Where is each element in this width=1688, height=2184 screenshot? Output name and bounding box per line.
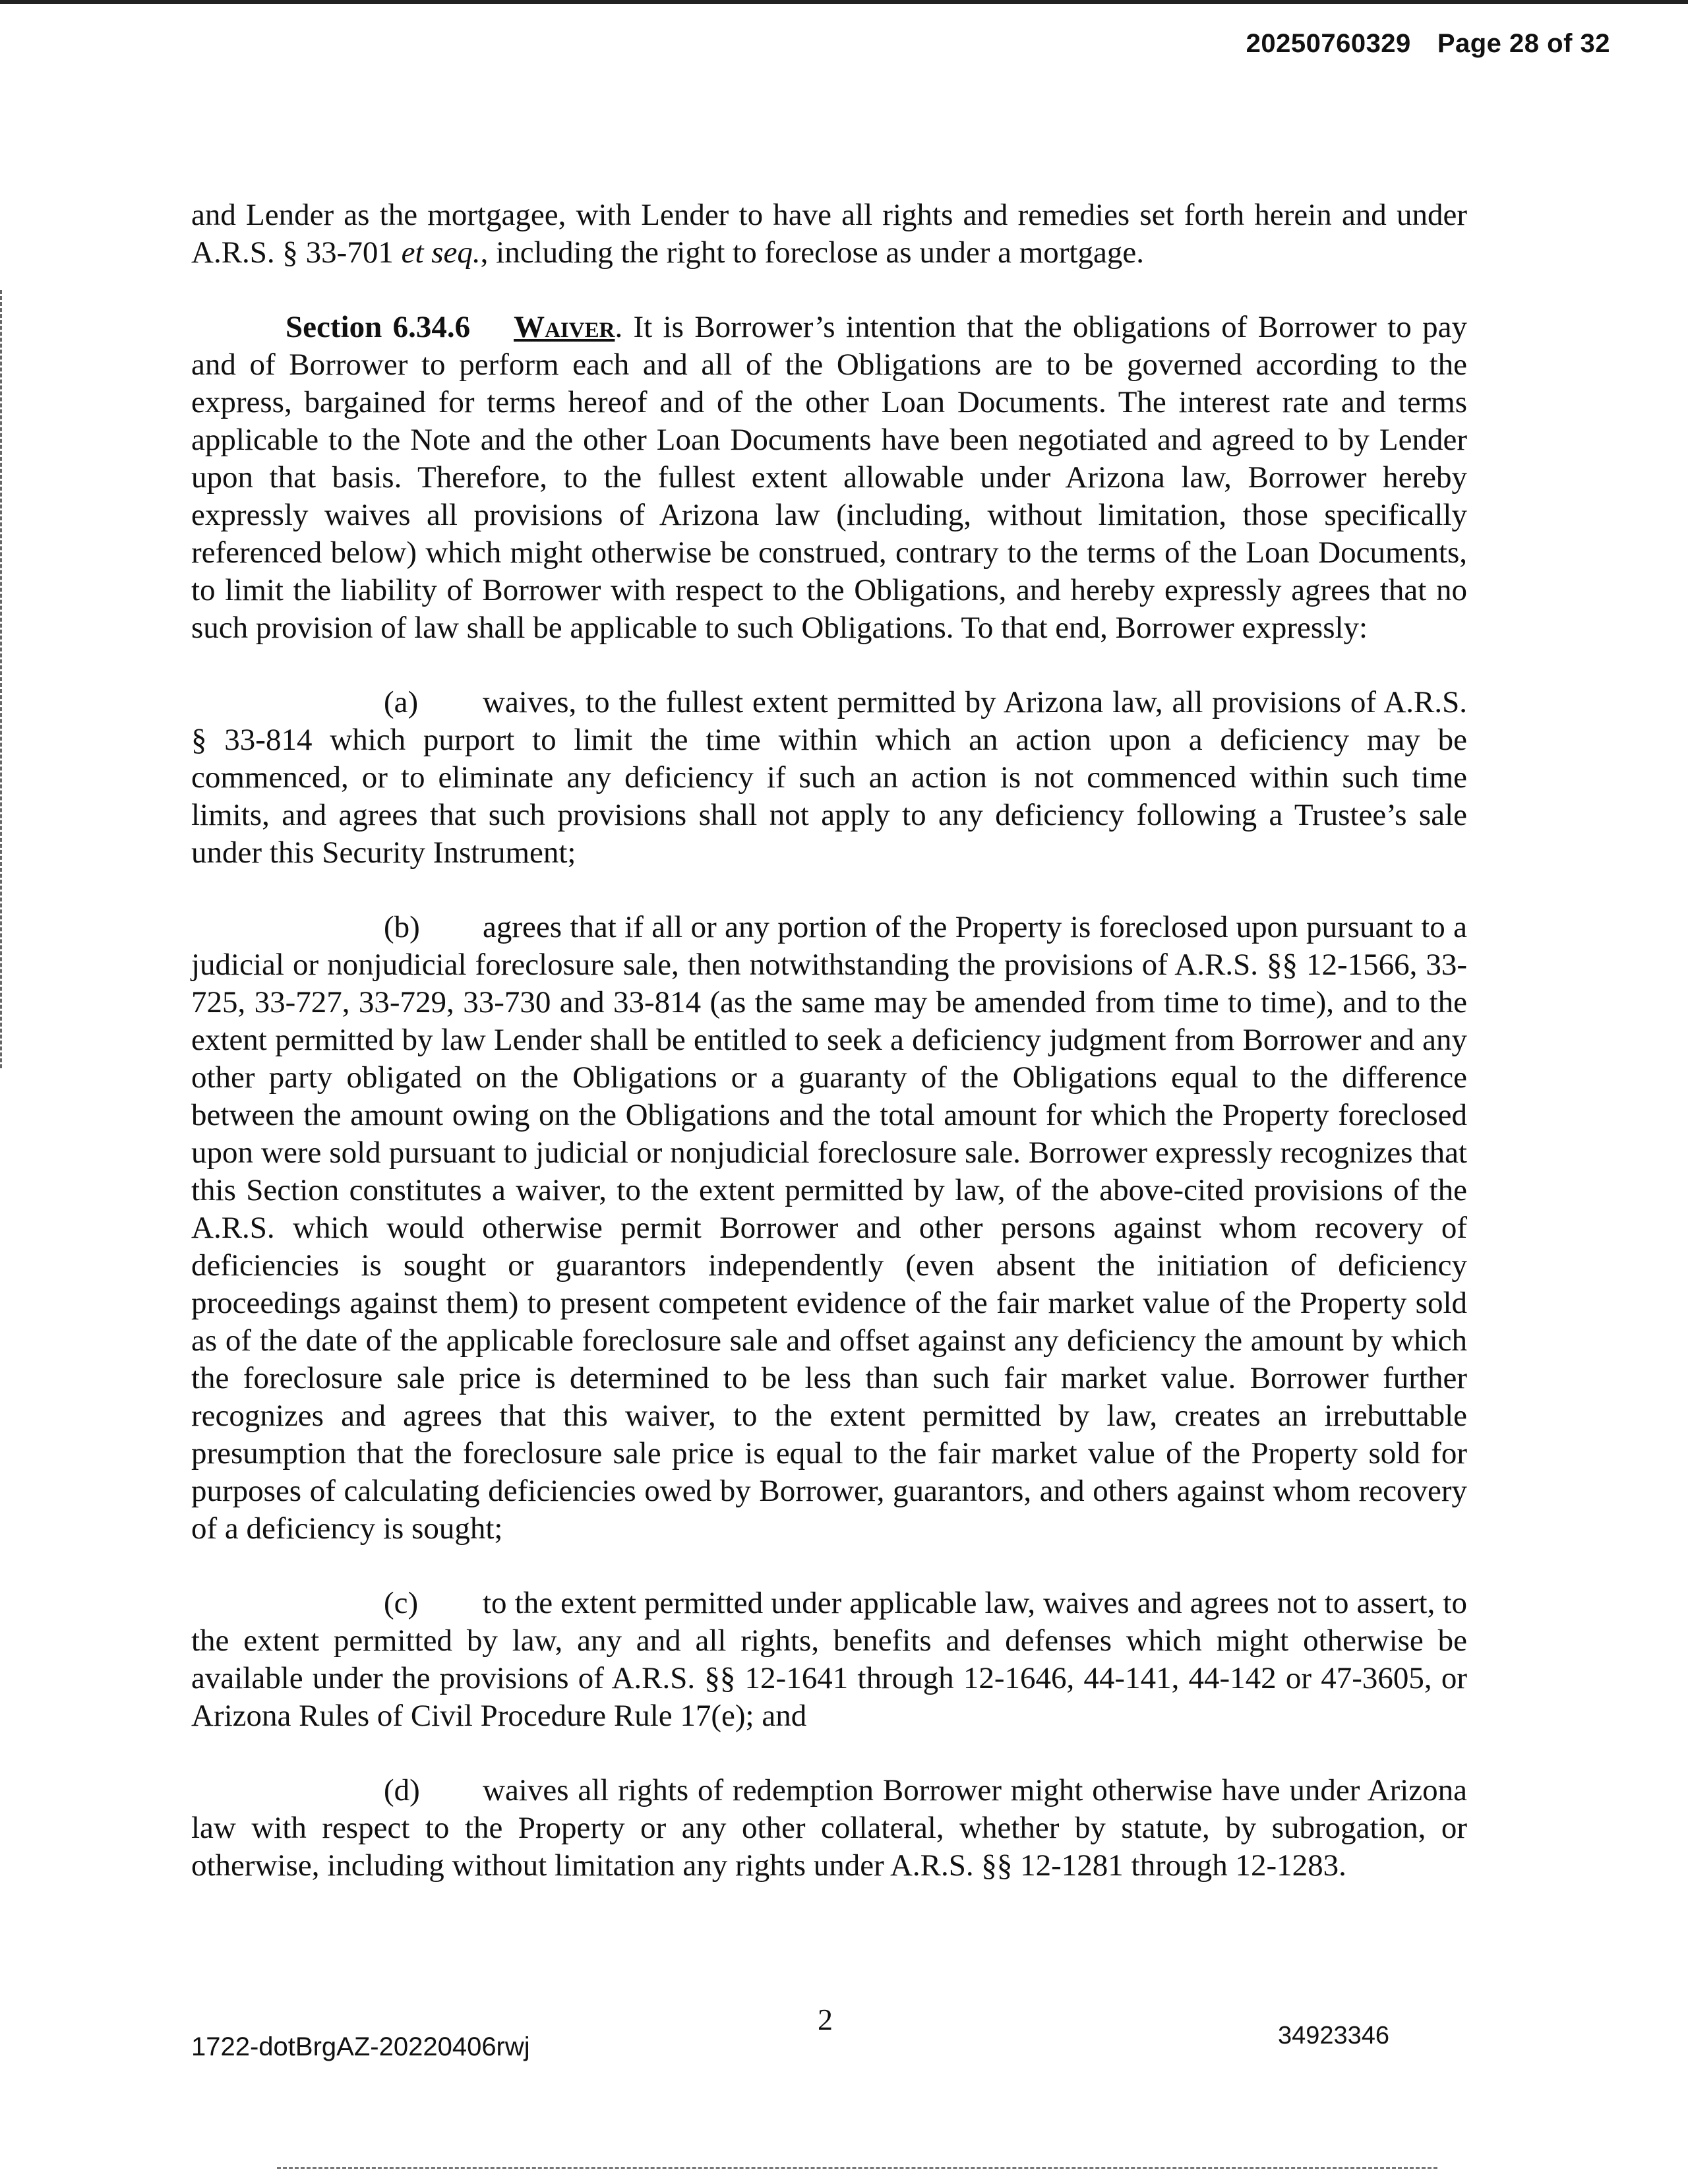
list-item-label: (d) xyxy=(384,1773,420,1807)
list-item-label: (a) xyxy=(384,685,419,719)
top-border-rule xyxy=(0,0,1688,4)
list-item-text: to the extent permitted under applicable law, waives and agrees not to assert, to the extent permitted by law, any and all rights, benefits and defenses which might otherwise be available under the provisions of A.R.S. §§ 12-1641 through 12-1646, 44-141, 44-142 or 47-3605, or Arizona Rules of Civil Procedure Rule 17(e); and xyxy=(191,1586,1467,1733)
form-identifier: 1722-dotBrgAZ-20220406rwj xyxy=(191,2032,530,2061)
list-item-label: (b) xyxy=(384,910,420,944)
page-indicator: Page 28 of 32 xyxy=(1437,29,1610,58)
page-number: 2 xyxy=(818,2003,833,2036)
recording-number: 20250760329 xyxy=(1246,29,1411,58)
continuation-paragraph: and Lender as the mortgagee, with Lender to have all rights and remedies set forth herein and under A.R.S. § 33-701 et seq., including the right to foreclose as under a mortgage. xyxy=(191,198,1467,270)
section-text: . It is Borrower’s intention that the obligations of Borrower to pay and of Borrower to perform each and all of the Obligations are to be governed according to the express, bargained for terms hereof and of the other Loan Documents. The interest rate and terms applicable to the Note and the other Loan Documents have been negotiated and agreed to by Lender upon that basis. Therefore, to the fullest extent allowable under Arizona law, Borrower hereby expressly waives all provisions of Arizona law (including, without limitation, those specifically referenced below) which might otherwise be construed, contrary to the terms of the Loan Documents, to limit the liability of Borrower with respect to the Obligations, and hereby expressly agrees that no such provision of law shall be applicable to such Obligations. To that end, Borrower expressly: xyxy=(191,310,1467,645)
document-body xyxy=(191,197,1467,1885)
section-title: Waiver xyxy=(514,310,615,344)
list-item-c xyxy=(191,1585,1467,1735)
list-item-d xyxy=(191,1772,1467,1885)
bottom-scan-rule xyxy=(277,2167,1437,2169)
section-number: Section 6.34.6 xyxy=(286,310,471,344)
list-item-b xyxy=(191,909,1467,1548)
list-item-text: waives, to the fullest extent permitted by Arizona law, all provisions of A.R.S. § 33-814 which purport to limit the time within which an action upon a deficiency may be commenced, or to eliminate any deficiency if such an action is not commenced within such time limits, and agrees that such provisions shall not apply to any deficiency following a Trustee’s sale under this Security Instrument; xyxy=(191,685,1467,870)
list-item-a xyxy=(191,684,1467,872)
scan-margin-marks xyxy=(0,290,6,1068)
list-item-label: (c) xyxy=(384,1586,419,1620)
list-item-text: agrees that if all or any portion of the Property is foreclosed upon pursuant to a judicial or nonjudicial foreclosure sale, then notwithstanding the provisions of A.R.S. §§ 12-1566, 33-725, 33-727, 33-729, 33-730 and 33-814 (as the same may be amended from time to time), and to the extent permitted by law Lender shall be entitled to seek a deficiency judgment from Borrower and any other party obligated on the Obligations or a guaranty of the Obligations equal to the difference between the amount owing on the Obligations and the total amount for which the Property foreclosed upon were sold pursuant to judicial or nonjudicial foreclosure sale. Borrower expressly recognizes that this Section constitutes a waiver, to the extent permitted by law, of the above-cited provisions of the A.R.S. which would otherwise permit Borrower and other persons against whom recovery of deficiencies is sought or guarantors independently (even absent the initiation of deficiency proceedings against them) to present competent evidence of the fair market value of the Property sold as of the date of the applicable foreclosure sale and offset against any deficiency the amount by which the foreclosure sale price is determined to be less than such fair market value. Borrower further recognizes and agrees that this waiver, to the extent permitted by law, creates an irrebuttable presumption that the foreclosure sale price is equal to the fair market value of the Property sold for purposes of calculating deficiencies owed by Borrower, guarantors, and others against whom recovery of a deficiency is sought; xyxy=(191,910,1467,1546)
section-paragraph xyxy=(191,309,1467,647)
document-id: 34923346 xyxy=(1278,2022,1390,2049)
recording-header xyxy=(1246,29,1610,59)
list-item-text: waives all rights of redemption Borrower might otherwise have under Arizona law with respect to the Property or any other collateral, whether by statute, by subrogation, or otherwise, including without limitation any rights under A.R.S. §§ 12-1281 through 12-1283. xyxy=(191,1773,1467,1883)
